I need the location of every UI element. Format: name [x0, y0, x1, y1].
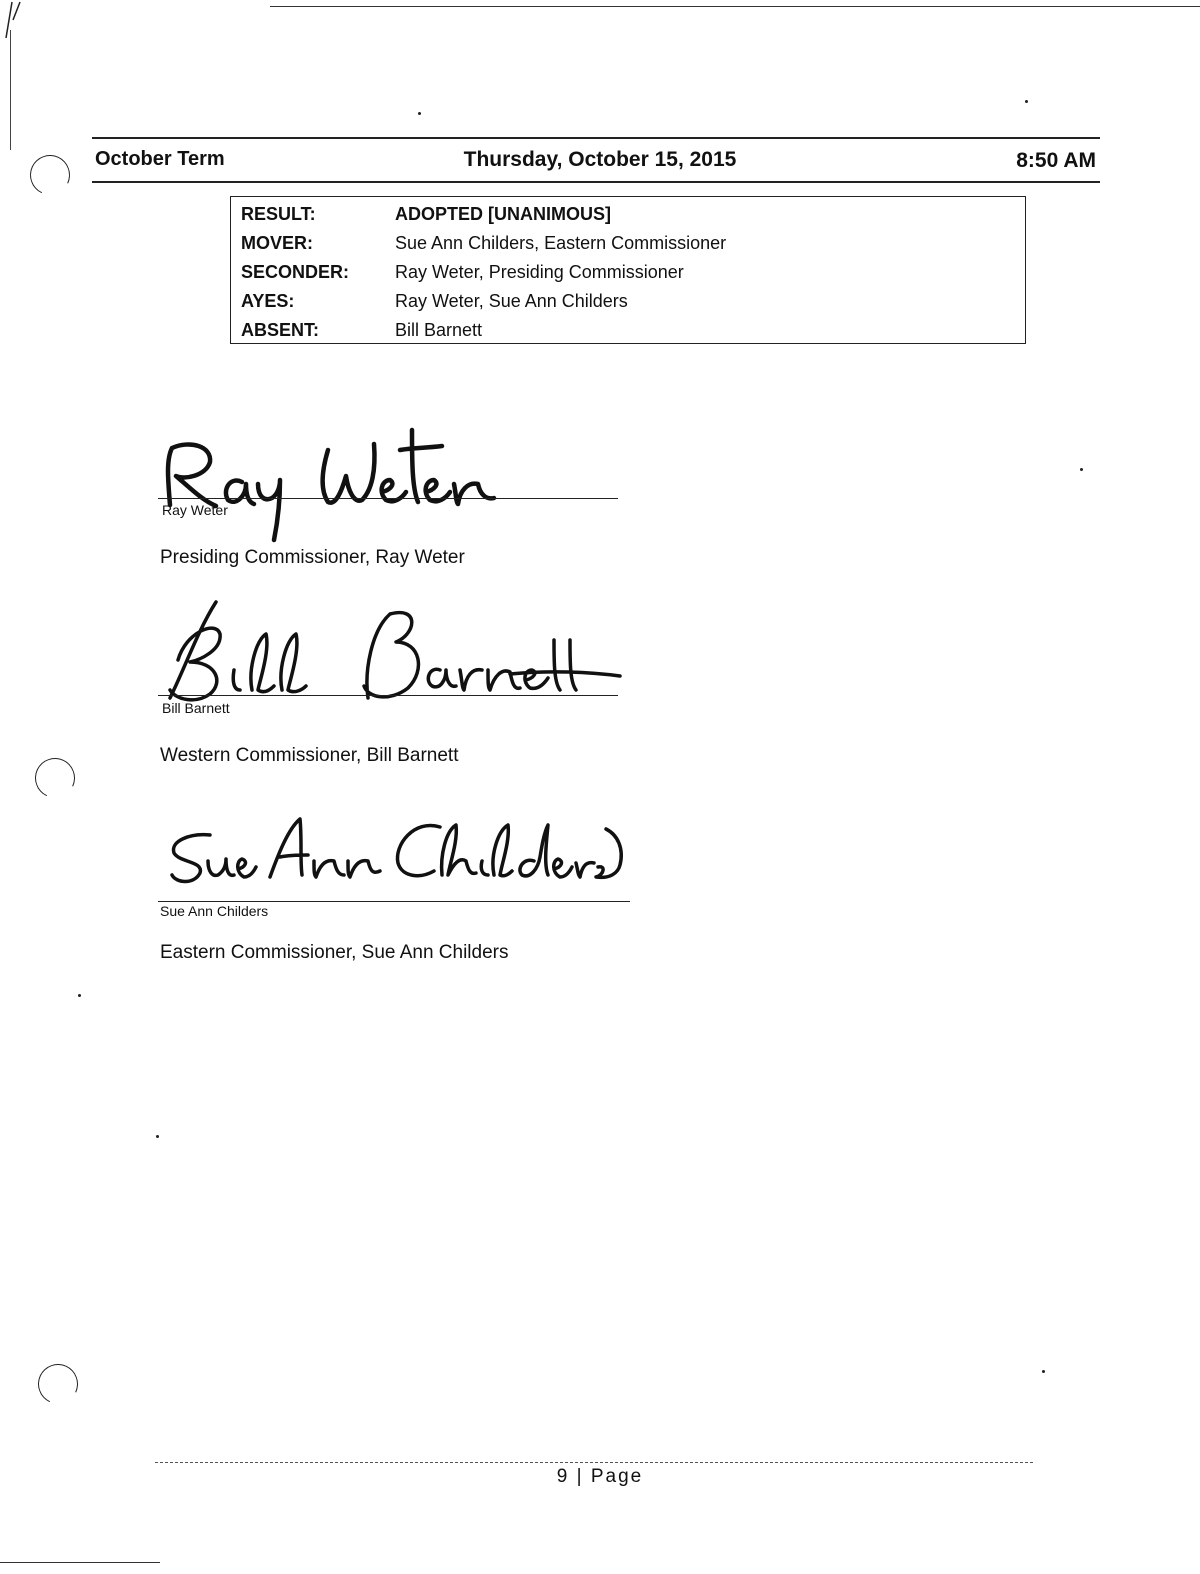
- signature-title-sue-ann-childers: Eastern Commissioner, Sue Ann Childers: [160, 942, 509, 963]
- absent-row: [231, 317, 1025, 346]
- result-value: ADOPTED [UNANIMOUS]: [395, 204, 611, 224]
- signature-sue-ann-childers: [150, 805, 630, 905]
- scan-speck: [1080, 468, 1083, 471]
- scan-edge-line: [0, 1562, 160, 1563]
- result-label: RESULT:: [241, 204, 316, 224]
- absent-value: Bill Barnett: [395, 320, 483, 340]
- page-number: 9 | Page: [556, 1466, 644, 1487]
- header-bottom-rule: [92, 181, 1100, 183]
- result-row: [231, 201, 1025, 230]
- signature-line: [158, 695, 618, 696]
- binder-hole: [24, 149, 75, 200]
- signature-title-bill-barnett: Western Commissioner, Bill Barnett: [160, 745, 459, 766]
- seconder-row: [231, 259, 1025, 288]
- binder-hole: [32, 1358, 83, 1409]
- scan-speck: [418, 112, 421, 115]
- ayes-row: [231, 288, 1025, 317]
- footer-rule: [155, 1462, 1033, 1463]
- signature-name-bill-barnett: Bill Barnett: [162, 700, 230, 716]
- ayes-value: Ray Weter, Sue Ann Childers: [395, 291, 628, 311]
- scan-mark: [4, 0, 24, 40]
- header-date: Thursday, October 15, 2015: [463, 148, 737, 171]
- binder-hole: [29, 752, 80, 803]
- header-top-rule: [92, 137, 1100, 139]
- signature-line: [158, 498, 618, 499]
- seconder-label: SECONDER:: [241, 262, 350, 282]
- absent-label: ABSENT:: [241, 320, 320, 340]
- header-time: 8:50 AM: [1016, 149, 1096, 172]
- signature-line: [158, 901, 630, 902]
- header-term: October Term: [95, 148, 225, 170]
- signature-name-ray-weter: Ray Weter: [162, 502, 228, 518]
- mover-row: [231, 230, 1025, 259]
- scan-edge-line: [10, 30, 11, 150]
- scan-speck: [156, 1135, 159, 1138]
- mover-label: MOVER:: [241, 233, 313, 253]
- mover-value: Sue Ann Childers, Eastern Commissioner: [395, 233, 727, 253]
- vote-result-box: [230, 196, 1026, 344]
- scan-speck: [78, 994, 81, 997]
- ayes-label: AYES:: [241, 291, 295, 311]
- signature-name-sue-ann-childers: Sue Ann Childers: [160, 903, 269, 919]
- scan-speck: [1042, 1370, 1045, 1373]
- signature-title-ray-weter: Presiding Commissioner, Ray Weter: [160, 547, 465, 568]
- scan-edge-line: [270, 6, 1200, 7]
- signature-ray-weter: [150, 410, 550, 550]
- seconder-value: Ray Weter, Presiding Commissioner: [395, 262, 684, 282]
- scan-speck: [1025, 100, 1028, 103]
